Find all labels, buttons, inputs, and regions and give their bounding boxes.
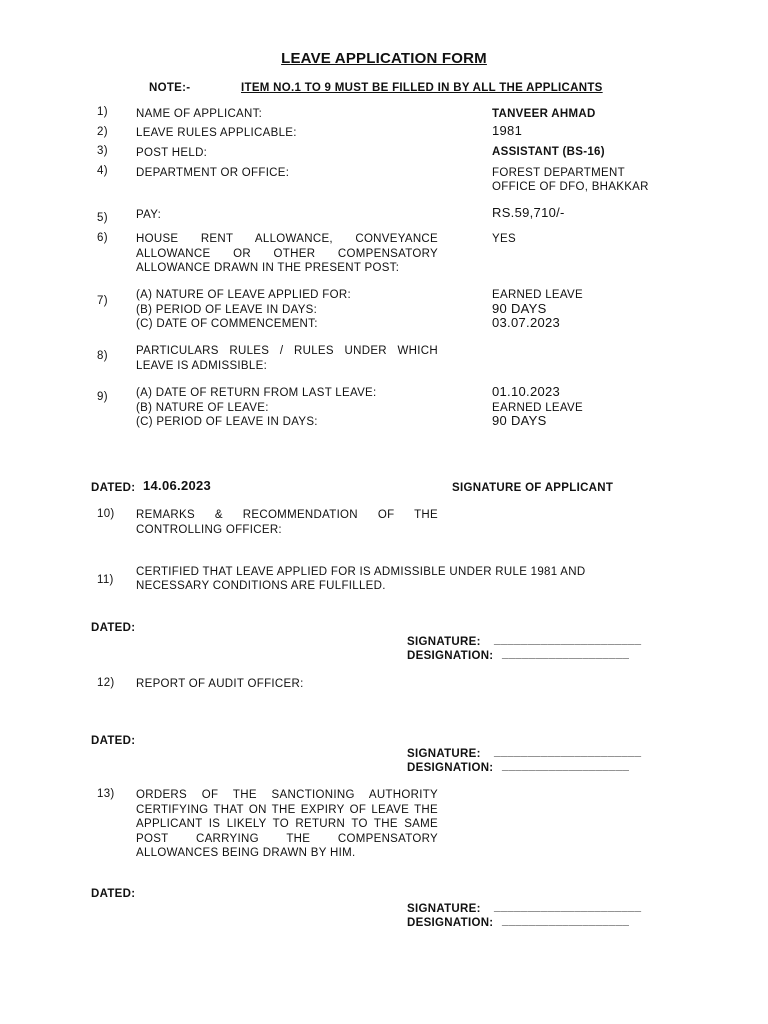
allowance-value: YES — [492, 233, 516, 245]
leave-nature-value: EARNED LEAVE — [492, 289, 583, 301]
last-leave-nature-value: EARNED LEAVE — [492, 402, 583, 414]
item-number: 12) — [97, 677, 115, 689]
signature-label: SIGNATURE: — [407, 748, 481, 760]
item-label: DEPARTMENT OR OFFICE: — [136, 167, 290, 179]
leave-period-value: 90 DAYS — [492, 301, 547, 316]
item-label: LEAVE RULES APPLICABLE: — [136, 127, 297, 139]
item-label: POST HELD: — [136, 147, 208, 159]
item-number: 10) — [97, 508, 115, 520]
signature-label: SIGNATURE: — [407, 903, 481, 915]
item-label: (C) PERIOD OF LEAVE IN DAYS: — [136, 416, 318, 428]
signature-line: ______________________ — [494, 746, 642, 758]
item-number: 13) — [97, 788, 115, 800]
item-label: HOUSE RENT ALLOWANCE, CONVEYANCE ALLOWANCE OR OTHER COMPENSATORY ALLOWANCE DRAWN IN THE PRESENT POST: — [136, 233, 438, 274]
dated-label: DATED: — [91, 735, 136, 747]
dated-value: 14.06.2023 — [143, 478, 212, 493]
designation-line: ___________________ — [502, 915, 630, 927]
item-label: (A) NATURE OF LEAVE APPLIED FOR: — [136, 289, 351, 301]
form-title: LEAVE APPLICATION FORM — [281, 50, 487, 67]
post-held-value: ASSISTANT (BS-16) — [492, 146, 605, 158]
commencement-date-value: 03.07.2023 — [492, 315, 561, 330]
last-return-date-value: 01.10.2023 — [492, 384, 561, 399]
designation-label: DESIGNATION: — [407, 650, 494, 662]
last-leave-period-value: 90 DAYS — [492, 413, 547, 428]
applicant-name: TANVEER AHMAD — [492, 108, 596, 120]
item-label: ORDERS OF THE SANCTIONING AUTHORITY CERTIFYING THAT ON THE EXPIRY OF LEAVE THE APPLICANT IS LIKELY TO RETURN TO THE SAME POST CARRYING THE COMPENSATORY ALLOWANCES BEING DRAWN BY HIM. — [136, 789, 438, 859]
item-label: (B) NATURE OF LEAVE: — [136, 402, 269, 414]
dated-label: DATED: — [91, 622, 136, 634]
designation-line: ___________________ — [502, 648, 630, 660]
designation-label: DESIGNATION: — [407, 917, 494, 929]
pay-value: RS.59,710/- — [492, 205, 565, 220]
department-value-line1: FOREST DEPARTMENT — [492, 167, 625, 179]
item-number: 1) — [97, 106, 108, 118]
item-number: 4) — [97, 165, 108, 177]
dated-label: DATED: — [91, 888, 136, 900]
item-label: (A) DATE OF RETURN FROM LAST LEAVE: — [136, 387, 377, 399]
signature-line: ______________________ — [494, 901, 642, 913]
item-label: PAY: — [136, 209, 162, 221]
item-label: (C) DATE OF COMMENCEMENT: — [136, 318, 318, 330]
dated-label: DATED: — [91, 482, 136, 494]
item-label: PARTICULARS RULES / RULES UNDER WHICH LEAVE IS ADMISSIBLE: — [136, 345, 438, 372]
item-number: 8) — [97, 350, 108, 362]
designation-line: ___________________ — [502, 760, 630, 772]
item-number: 2) — [97, 126, 108, 138]
item-number: 7) — [97, 295, 108, 307]
item-label: (B) PERIOD OF LEAVE IN DAYS: — [136, 304, 318, 316]
signature-line: ______________________ — [494, 634, 642, 646]
certification-line2: NECESSARY CONDITIONS ARE FULFILLED. — [136, 580, 386, 592]
leave-rules-value: 1981 — [492, 123, 523, 138]
item-number: 3) — [97, 145, 108, 157]
note-text: ITEM NO.1 TO 9 MUST BE FILLED IN BY ALL THE APPLICANTS — [241, 82, 603, 94]
item-label: NAME OF APPLICANT: — [136, 108, 263, 120]
department-value-line2: OFFICE OF DFO, BHAKKAR — [492, 181, 649, 193]
item-label: REMARKS & RECOMMENDATION OF THE CONTROLLING OFFICER: — [136, 509, 438, 536]
item-label: REPORT OF AUDIT OFFICER: — [136, 678, 304, 690]
designation-label: DESIGNATION: — [407, 762, 494, 774]
item-number: 6) — [97, 232, 108, 244]
item-number: 5) — [97, 212, 108, 224]
certification-line1: CERTIFIED THAT LEAVE APPLIED FOR IS ADMISSIBLE UNDER RULE 1981 AND — [136, 566, 586, 578]
note-label: NOTE:- — [149, 82, 191, 94]
signature-of-applicant: SIGNATURE OF APPLICANT — [452, 482, 614, 494]
signature-label: SIGNATURE: — [407, 636, 481, 648]
item-number: 11) — [97, 574, 114, 586]
item-number: 9) — [97, 391, 108, 403]
